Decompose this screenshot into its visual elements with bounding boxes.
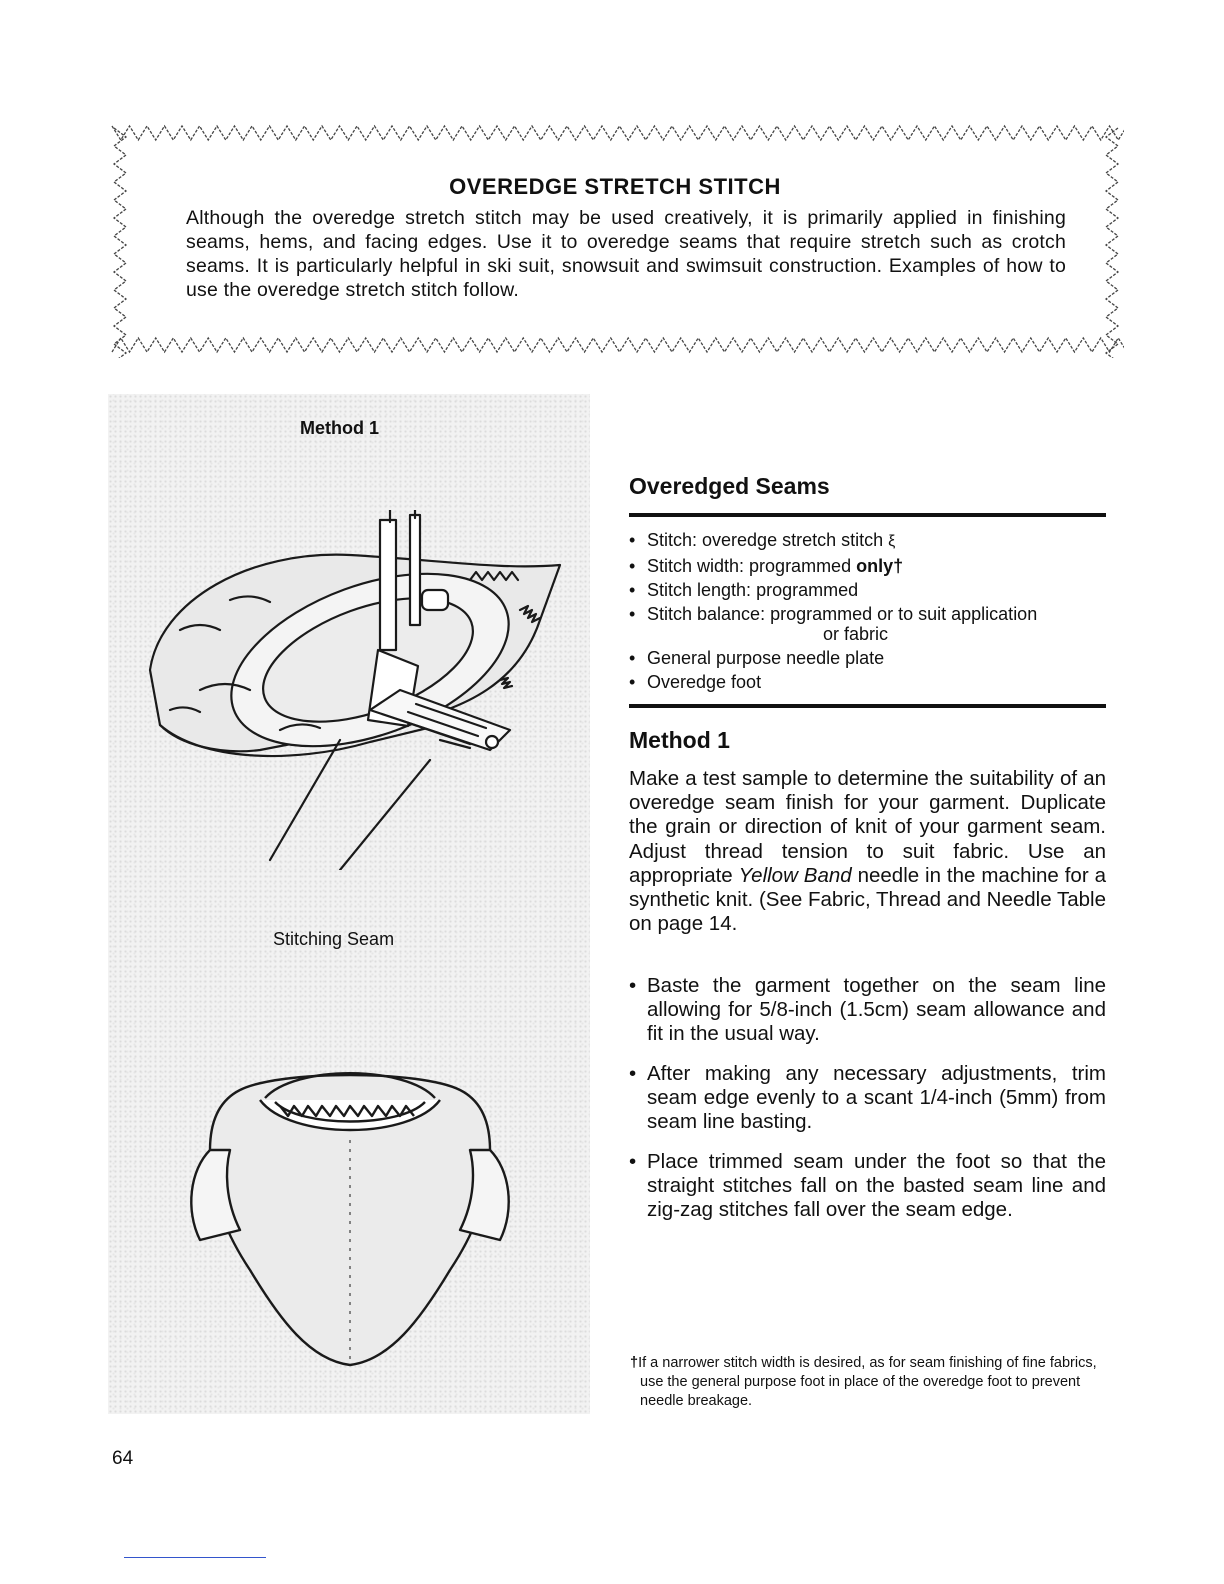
- section-rule: [629, 704, 1106, 708]
- method-1-paragraph: Make a test sample to determine the suitability of an overedge seam finish for your garment. Duplicate the grain or direction of knit of your garment seam. Adjust thread tension to suit fabric. Use an appropriate Yellow Band needle in the machine for a synthetic knit. (See Fabric, Thread and Needle Table on page 14.: [629, 767, 1106, 936]
- stitch-symbol-icon: ξ: [888, 533, 896, 550]
- method-1-steps: [629, 1062, 1106, 1135]
- method-1-steps: [629, 974, 1106, 1047]
- section-title: OVEREDGE STRETCH STITCH: [449, 174, 781, 199]
- intro-paragraph: Although the overedge stretch stitch may be used creatively, it is primarily applied in finishing seams, hems, and facing edges. Use it to overedge seams that require stretch such as crotch seams. It is particularly helpful in ski suit, snowsuit and swimsuit construction. Examples of how to use the overedge stretch stitch follow.: [186, 207, 1066, 301]
- stitching-seam-caption: Stitching Seam: [273, 929, 395, 949]
- footnote: †If a narrower stitch width is desired, as for seam finishing of fine fabrics, use the general purpose foot in place of the overedge foot to prevent needle breakage.: [630, 1355, 1097, 1409]
- spec-foot: • Overedge foot: [629, 670, 1109, 694]
- dagger-mark: †: [630, 1355, 639, 1371]
- step-item: • After making any necessary adjustments, trim seam edge evenly to a scant 1/4-inch (5mm) from seam line basting.: [629, 1062, 1106, 1135]
- zigzag-right-edge: [1106, 128, 1118, 358]
- spec-stitch: • Stitch: overedge stretch stitch ξ: [629, 528, 1109, 554]
- step-item: • Place trimmed seam under the foot so that the straight stitches fall on the basted seam line and zig-zag stitches fall over the seam edge.: [629, 1150, 1106, 1223]
- sewing-machine-illustration: [140, 510, 580, 870]
- spec-width: • Stitch width: programmed only†: [629, 554, 1109, 578]
- zigzag-left-edge: [114, 128, 126, 358]
- method-1-heading: Method 1: [629, 727, 730, 753]
- spec-needle-plate: • General purpose needle plate: [629, 646, 1109, 670]
- section-rule: [629, 513, 1106, 517]
- spec-balance: • Stitch balance: programmed or to suit application: [629, 602, 1109, 626]
- zigzag-bottom-edge: [112, 338, 1124, 352]
- zigzag-top-edge: [112, 126, 1124, 140]
- garment-neckline-illustration: [180, 1060, 520, 1380]
- scan-edge-line: [124, 1557, 266, 1558]
- page-number: 64: [112, 1448, 134, 1469]
- overedged-seams-heading: Overedged Seams: [629, 473, 830, 499]
- spec-length: • Stitch length: programmed: [629, 578, 1109, 602]
- stitch-settings-list: [629, 528, 1109, 694]
- method-1-steps: [629, 1150, 1106, 1223]
- illustration-method-caption: Method 1: [300, 418, 379, 438]
- step-item: • Baste the garment together on the seam line allowing for 5/8-inch (1.5cm) seam allowance and fit in the usual way.: [629, 974, 1106, 1047]
- spec-balance-continued: or fabric: [823, 624, 889, 644]
